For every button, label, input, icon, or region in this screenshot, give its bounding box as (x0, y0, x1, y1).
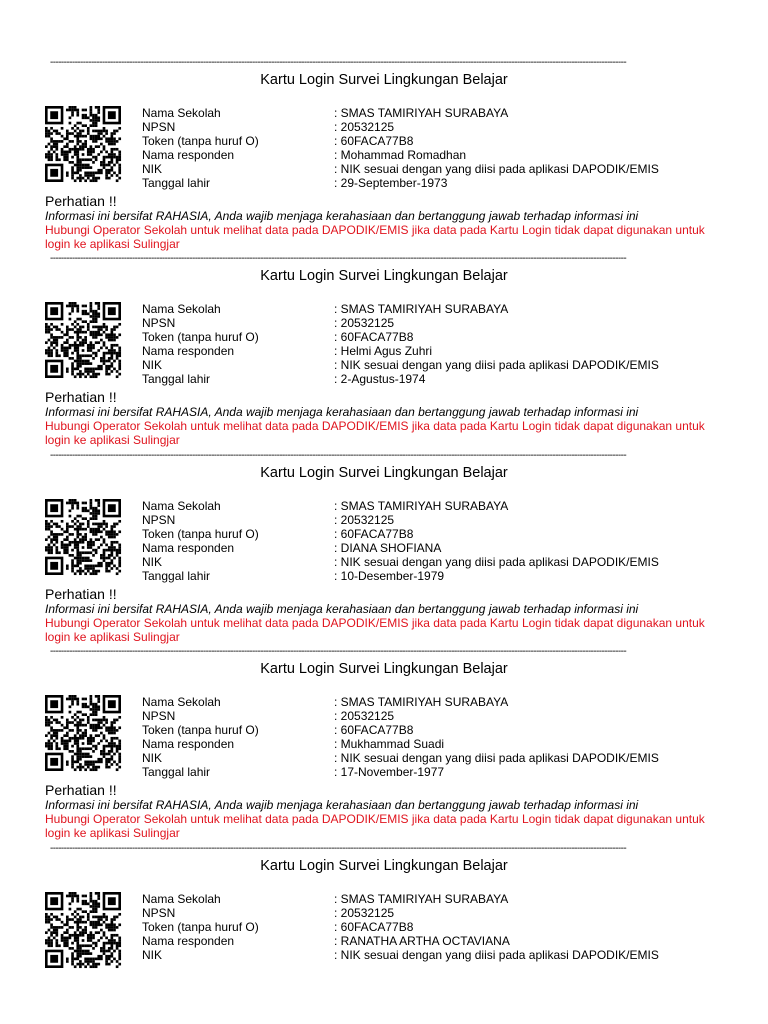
value-nik: : NIK sesuai dengan yang diisi pada aplikasi DAPODIK/EMIS (334, 162, 659, 176)
login-card (0, 57, 768, 259)
value-respondent: : Mohammad Romadhan (334, 148, 467, 162)
label-nik: NIK (142, 358, 163, 372)
separator-line: ------------------------------------------------------------------------------------------------------------------------------------------------------------------------------------------------------------------- (50, 646, 627, 657)
value-token: : 60FACA77B8 (334, 527, 414, 541)
separator-line: ------------------------------------------------------------------------------------------------------------------------------------------------------------------------------------------------------------------- (50, 450, 627, 461)
contact-operator-notice: Hubungi Operator Sekolah untuk melihat data pada DAPODIK/EMIS jika data pada Kartu Login tidak dapat digunakan untuk login ke aplikasi Sulingjar (45, 223, 705, 252)
value-nik: : NIK sesuai dengan yang diisi pada aplikasi DAPODIK/EMIS (334, 751, 659, 765)
value-respondent: : DIANA SHOFIANA (334, 541, 442, 555)
value-birth: : 2-Agustus-1974 (334, 372, 426, 386)
label-token: Token (tanpa huruf O) (142, 134, 259, 148)
value-npsn: : 20532125 (334, 906, 395, 920)
label-npsn: NPSN (142, 906, 176, 920)
login-card (0, 843, 768, 1024)
label-birth: Tanggal lahir (142, 372, 211, 386)
label-npsn: NPSN (142, 120, 176, 134)
card-title: Kartu Login Survei Lingkungan Belajar (260, 465, 508, 481)
contact-operator-notice: Hubungi Operator Sekolah untuk melihat data pada DAPODIK/EMIS jika data pada Kartu Login tidak dapat digunakan untuk login ke aplikasi Sulingjar (45, 419, 705, 448)
label-respondent: Nama responden (142, 737, 235, 751)
label-npsn: NPSN (142, 316, 176, 330)
qr-code-icon (45, 499, 121, 575)
value-school: : SMAS TAMIRIYAH SURABAYA (334, 499, 509, 513)
label-respondent: Nama responden (142, 541, 235, 555)
login-card (0, 646, 768, 848)
separator-line (50, 843, 717, 855)
value-npsn: : 20532125 (334, 316, 395, 330)
qr-code-icon (45, 302, 121, 378)
value-nik: : NIK sesuai dengan yang diisi pada aplikasi DAPODIK/EMIS (334, 948, 659, 962)
attention-heading: Perhatian !! (45, 389, 117, 405)
qr-code-icon (45, 695, 121, 771)
value-school: : SMAS TAMIRIYAH SURABAYA (334, 302, 509, 316)
value-token: : 60FACA77B8 (334, 920, 414, 934)
qr-code-icon (45, 106, 121, 182)
label-birth: Tanggal lahir (142, 569, 211, 583)
label-school: Nama Sekolah (142, 695, 221, 709)
value-npsn: : 20532125 (334, 120, 395, 134)
label-nik: NIK (142, 555, 163, 569)
card-title: Kartu Login Survei Lingkungan Belajar (260, 268, 508, 284)
contact-operator-notice: Hubungi Operator Sekolah untuk melihat data pada DAPODIK/EMIS jika data pada Kartu Login tidak dapat digunakan untuk login ke aplikasi Sulingjar (45, 616, 705, 645)
value-nik: : NIK sesuai dengan yang diisi pada aplikasi DAPODIK/EMIS (334, 555, 659, 569)
value-school: : SMAS TAMIRIYAH SURABAYA (334, 892, 509, 906)
label-nik: NIK (142, 751, 163, 765)
login-card (0, 253, 768, 455)
value-school: : SMAS TAMIRIYAH SURABAYA (334, 695, 509, 709)
value-npsn: : 20532125 (334, 513, 395, 527)
confidential-notice: Informasi ini bersifat RAHASIA, Anda wajib menjaga kerahasiaan dan bertanggung jawab terhadap informasi ini (45, 209, 639, 223)
value-token: : 60FACA77B8 (334, 723, 414, 737)
label-token: Token (tanpa huruf O) (142, 527, 259, 541)
value-respondent: : Helmi Agus Zuhri (334, 344, 433, 358)
value-npsn: : 20532125 (334, 709, 395, 723)
card-title: Kartu Login Survei Lingkungan Belajar (260, 72, 508, 88)
attention-heading: Perhatian !! (45, 586, 117, 602)
label-token: Token (tanpa huruf O) (142, 330, 259, 344)
label-school: Nama Sekolah (142, 892, 221, 906)
value-birth: : 29-September-1973 (334, 176, 448, 190)
label-npsn: NPSN (142, 513, 176, 527)
label-nik: NIK (142, 948, 163, 962)
card-title: Kartu Login Survei Lingkungan Belajar (260, 858, 508, 874)
separator-line: ------------------------------------------------------------------------------------------------------------------------------------------------------------------------------------------------------------------- (50, 57, 627, 68)
label-school: Nama Sekolah (142, 302, 221, 316)
value-token: : 60FACA77B8 (334, 134, 414, 148)
login-card (0, 450, 768, 652)
label-respondent: Nama responden (142, 344, 235, 358)
separator-line: ------------------------------------------------------------------------------------------------------------------------------------------------------------------------------------------------------------------- (50, 253, 627, 264)
value-birth: : 17-November-1977 (334, 765, 445, 779)
label-respondent: Nama responden (142, 148, 235, 162)
label-npsn: NPSN (142, 709, 176, 723)
value-token: : 60FACA77B8 (334, 330, 414, 344)
confidential-notice: Informasi ini bersifat RAHASIA, Anda wajib menjaga kerahasiaan dan bertanggung jawab terhadap informasi ini (45, 798, 639, 812)
value-school: : SMAS TAMIRIYAH SURABAYA (334, 106, 509, 120)
label-token: Token (tanpa huruf O) (142, 723, 259, 737)
label-school: Nama Sekolah (142, 499, 221, 513)
confidential-notice: Informasi ini bersifat RAHASIA, Anda wajib menjaga kerahasiaan dan bertanggung jawab terhadap informasi ini (45, 405, 639, 419)
label-nik: NIK (142, 162, 163, 176)
label-respondent: Nama responden (142, 934, 235, 948)
value-respondent: : RANATHA ARTHA OCTAVIANA (334, 934, 510, 948)
separator-text: ------------------------------------------------------------------------------------------------------------------------------------------------------------------------------------------------------------------- (50, 843, 627, 854)
label-school: Nama Sekolah (142, 106, 221, 120)
value-nik: : NIK sesuai dengan yang diisi pada aplikasi DAPODIK/EMIS (334, 358, 659, 372)
value-birth: : 10-Desember-1979 (334, 569, 445, 583)
label-birth: Tanggal lahir (142, 176, 211, 190)
contact-operator-notice: Hubungi Operator Sekolah untuk melihat data pada DAPODIK/EMIS jika data pada Kartu Login tidak dapat digunakan untuk login ke aplikasi Sulingjar (45, 812, 705, 841)
label-birth: Tanggal lahir (142, 765, 211, 779)
attention-heading: Perhatian !! (45, 193, 117, 209)
label-token: Token (tanpa huruf O) (142, 920, 259, 934)
value-respondent: : Mukhammad Suadi (334, 737, 445, 751)
qr-code-icon (45, 892, 121, 968)
confidential-notice: Informasi ini bersifat RAHASIA, Anda wajib menjaga kerahasiaan dan bertanggung jawab terhadap informasi ini (45, 602, 639, 616)
card-title: Kartu Login Survei Lingkungan Belajar (260, 661, 508, 677)
attention-heading: Perhatian !! (45, 782, 117, 798)
